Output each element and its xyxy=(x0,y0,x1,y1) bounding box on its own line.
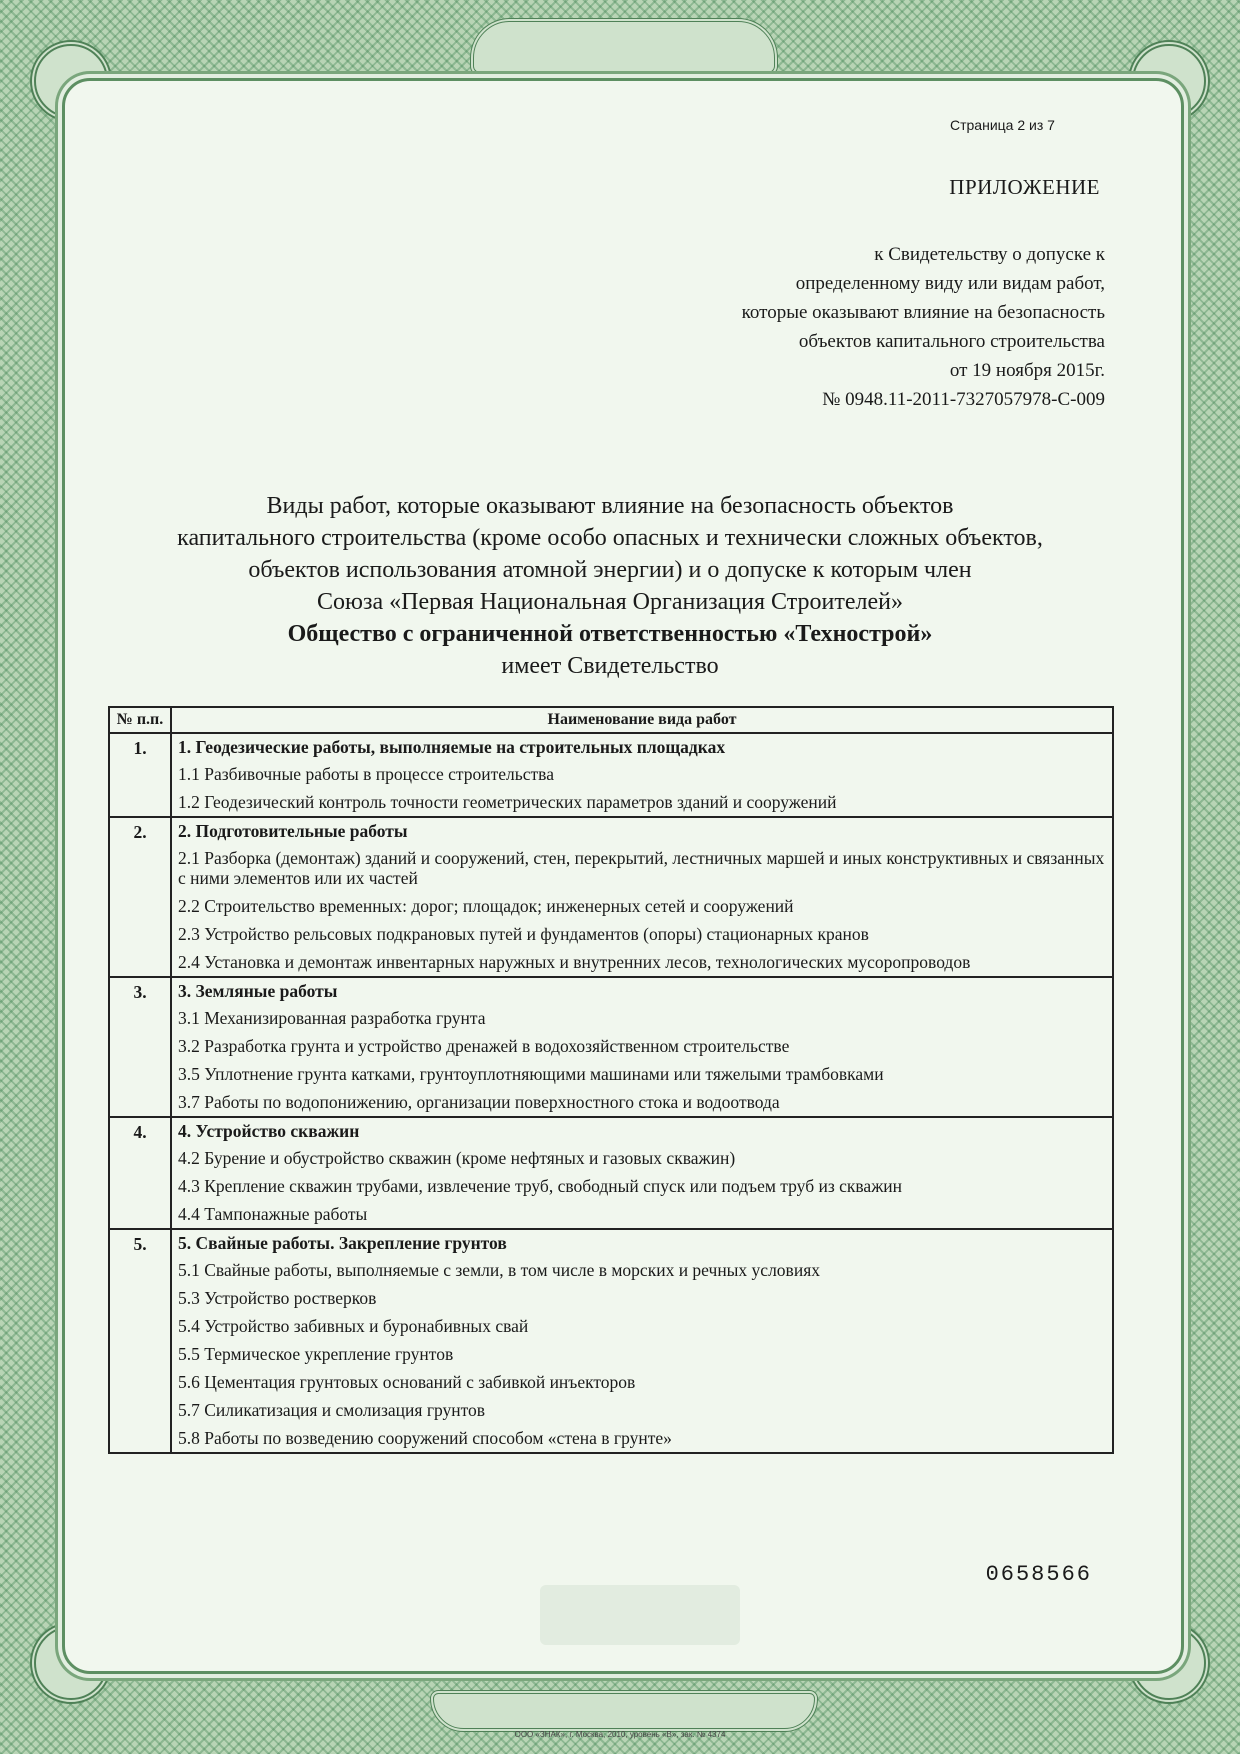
work-item: 5.8 Работы по возведению сооружений способом «стена в грунте» xyxy=(178,1428,672,1448)
work-item: 4.3 Крепление скважин трубами, извлечение труб, свободный спуск или подъем труб из скважин xyxy=(178,1176,903,1196)
heading-line: Союза «Первая Национальная Организация Строителей» xyxy=(317,589,903,615)
printer-imprint: ООО «ЗНАК», г. Москва, 2010, уровень «В», зак. № 4374 xyxy=(514,1730,726,1739)
bottom-ornament xyxy=(430,1690,818,1732)
page-number: Страница 2 из 7 xyxy=(950,117,1055,133)
appendix-reference xyxy=(405,240,1105,414)
work-item: 2.4 Установка и демонтаж инвентарных наружных и внутренних лесов, технологических мусоропроводов xyxy=(178,952,971,972)
group-content xyxy=(171,733,1113,817)
serial-number: 0658566 xyxy=(985,1562,1092,1587)
copy-watermark xyxy=(540,1585,740,1645)
work-item: 1.1 Разбивочные работы в процессе строительства xyxy=(178,764,554,784)
top-ornament xyxy=(470,18,778,76)
work-item: 5.7 Силикатизация и смолизация грунтов xyxy=(178,1400,486,1420)
certificate-number: № 0948.11-2011-7327057978-С-009 xyxy=(822,389,1105,410)
document-heading xyxy=(110,490,1110,682)
table-row xyxy=(109,733,1113,817)
work-item: 3.2 Разработка грунта и устройство дренажей в водохозяйственном строительстве xyxy=(178,1036,790,1056)
group-number: 2. xyxy=(109,817,171,977)
work-item: 5.6 Цементация грунтовых оснований с забивкой инъекторов xyxy=(178,1372,636,1392)
column-header-name: Наименование вида работ xyxy=(171,707,1113,733)
group-number: 5. xyxy=(109,1229,171,1453)
appendix-line: определенному виду или видам работ, xyxy=(795,273,1105,294)
table-row xyxy=(109,817,1113,977)
certificate-date: от 19 ноября 2015г. xyxy=(949,360,1105,381)
heading-line: Виды работ, которые оказывают влияние на безопасность объектов xyxy=(266,493,954,519)
works-table-body xyxy=(109,733,1113,1453)
works-table xyxy=(108,706,1114,1454)
group-title: 4. Устройство скважин xyxy=(178,1121,360,1141)
group-number: 4. xyxy=(109,1117,171,1229)
work-item: 5.5 Термическое укрепление грунтов xyxy=(178,1344,454,1364)
group-title: 3. Земляные работы xyxy=(178,981,338,1001)
work-item: 3.7 Работы по водопонижению, организации поверхностного стока и водоотвода xyxy=(178,1092,780,1112)
work-item: 3.5 Уплотнение грунта катками, грунтоуплотняющими машинами или тяжелыми трамбовками xyxy=(178,1064,884,1084)
group-number: 1. xyxy=(109,733,171,817)
work-item: 5.4 Устройство забивных и буронабивных свай xyxy=(178,1316,529,1336)
appendix-line: которые оказывают влияние на безопасность xyxy=(741,302,1105,323)
group-title: 2. Подготовительные работы xyxy=(178,821,408,841)
work-item: 4.2 Бурение и обустройство скважин (кроме нефтяных и газовых скважин) xyxy=(178,1148,736,1168)
work-item: 2.2 Строительство временных: дорог; площадок; инженерных сетей и сооружений xyxy=(178,896,794,916)
appendix-title: ПРИЛОЖЕНИЕ xyxy=(949,175,1100,199)
work-item: 1.2 Геодезический контроль точности геометрических параметров зданий и сооружений xyxy=(178,792,837,812)
heading-line: объектов использования атомной энергии) и о допуске к которым член xyxy=(248,557,972,583)
appendix-line: объектов капитального строительства xyxy=(798,331,1105,352)
heading-line: капитального строительства (кроме особо опасных и технически сложных объектов, xyxy=(177,525,1043,551)
table-row xyxy=(109,1229,1113,1453)
appendix-line: к Свидетельству о допуске к xyxy=(874,244,1105,265)
group-content xyxy=(171,977,1113,1117)
column-header-number: № п.п. xyxy=(109,707,171,733)
work-item: 2.3 Устройство рельсовых подкрановых путей и фундаментов (опоры) стационарных кранов xyxy=(178,924,869,944)
table-header-row xyxy=(109,707,1113,733)
work-item: 4.4 Тампонажные работы xyxy=(178,1204,368,1224)
table-row xyxy=(109,1117,1113,1229)
group-content xyxy=(171,1229,1113,1453)
organization-name: Общество с ограниченной ответственностью «Технострой» xyxy=(287,621,933,647)
table-row xyxy=(109,977,1113,1117)
group-content xyxy=(171,1117,1113,1229)
work-item: 5.1 Свайные работы, выполняемые с земли, в том числе в морских и речных условиях xyxy=(178,1260,820,1280)
group-title: 5. Свайные работы. Закрепление грунтов xyxy=(178,1233,507,1253)
heading-closing: имеет Свидетельство xyxy=(501,653,719,679)
group-content xyxy=(171,817,1113,977)
group-title: 1. Геодезические работы, выполняемые на строительных площадках xyxy=(178,737,726,757)
work-item: 2.1 Разборка (демонтаж) зданий и сооружений, стен, перекрытий, лестничных маршей и иных конструктивных и связанных с ними элементов или их частей xyxy=(178,848,1105,888)
group-number: 3. xyxy=(109,977,171,1117)
work-item: 3.1 Механизированная разработка грунта xyxy=(178,1008,486,1028)
work-item: 5.3 Устройство ростверков xyxy=(178,1288,377,1308)
